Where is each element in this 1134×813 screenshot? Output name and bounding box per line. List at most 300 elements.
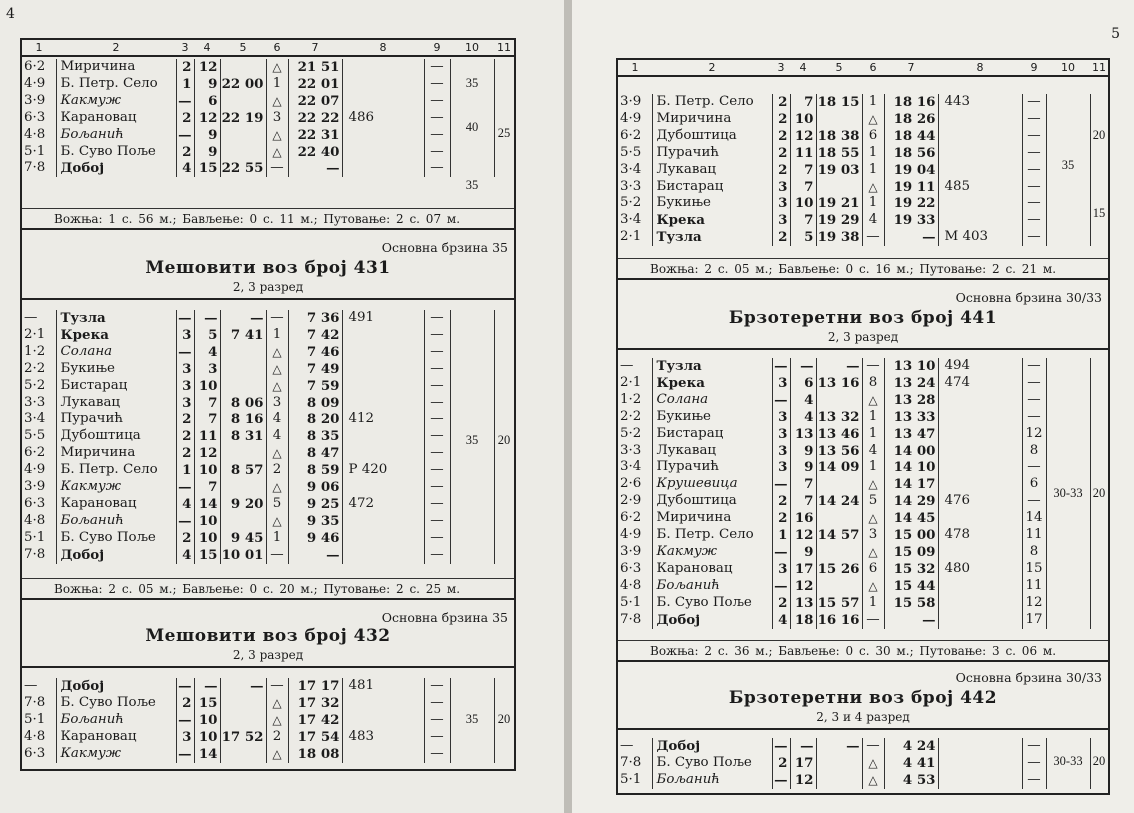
arrival-time: 13 56 xyxy=(816,443,862,460)
column-header-row xyxy=(618,60,1108,77)
col4-cell: 12 xyxy=(194,110,220,127)
departure-time: 13 47 xyxy=(884,426,938,443)
remark-cell xyxy=(938,145,1022,162)
distance-cell: 5·2 xyxy=(22,378,56,395)
distance-cell: 2·1 xyxy=(618,229,652,246)
col3-cell: — xyxy=(176,93,194,110)
stop-minutes: △ xyxy=(862,179,884,196)
col11-cell xyxy=(1090,145,1108,162)
table-row xyxy=(618,755,1108,772)
col10-cell xyxy=(1046,459,1090,476)
col3-cell: 2 xyxy=(772,510,790,527)
col3-cell: — xyxy=(772,358,790,375)
remark-cell xyxy=(342,530,424,547)
col11-cell xyxy=(494,462,514,479)
load-value: 15 xyxy=(1092,206,1106,220)
departure-time: 19 04 xyxy=(884,162,938,179)
col-header-6: 6 xyxy=(869,61,877,74)
train-title: Брзотеретни воз број 441 xyxy=(728,308,998,328)
departure-time: 13 33 xyxy=(884,409,938,426)
col9-cell: — xyxy=(1022,94,1046,111)
remark-cell xyxy=(938,476,1022,493)
col9-cell: — xyxy=(424,76,450,93)
departure-time: 22 31 xyxy=(288,127,342,144)
col4-cell: 12 xyxy=(790,772,816,789)
col3-cell: 2 xyxy=(176,110,194,127)
timetable-section xyxy=(618,358,1108,629)
arrival-time: 14 09 xyxy=(816,459,862,476)
arrival-time: 13 16 xyxy=(816,375,862,392)
col4-cell: 12 xyxy=(194,59,220,76)
table-row xyxy=(22,530,514,547)
arrival-time: — xyxy=(220,310,266,327)
col11-cell xyxy=(494,110,514,127)
stop-minutes: 1 xyxy=(862,409,884,426)
col10-cell xyxy=(450,513,494,530)
remark-cell xyxy=(342,59,424,76)
table-row xyxy=(618,195,1108,212)
col11-cell xyxy=(494,76,514,93)
station-name: Бистарац xyxy=(652,179,772,196)
col4-cell: 9 xyxy=(790,459,816,476)
arrival-time: 17 52 xyxy=(220,729,266,746)
remark-cell: 478 xyxy=(938,527,1022,544)
arrival-time: 19 03 xyxy=(816,162,862,179)
load-value: 20 xyxy=(497,712,511,726)
remark-cell: 474 xyxy=(938,375,1022,392)
col4-cell: 15 xyxy=(194,695,220,712)
col10-cell xyxy=(1046,212,1090,229)
distance-cell: 3·4 xyxy=(618,212,652,229)
col9-cell: 11 xyxy=(1022,578,1046,595)
col4-cell: 7 xyxy=(194,395,220,412)
distance-cell: 5·1 xyxy=(22,144,56,161)
distance-cell: 2·1 xyxy=(618,375,652,392)
remark-cell: 491 xyxy=(342,310,424,327)
col9-cell: — xyxy=(424,695,450,712)
col4-cell: 10 xyxy=(194,729,220,746)
departure-time: 22 22 xyxy=(288,110,342,127)
col10-cell xyxy=(1046,738,1090,755)
col3-cell: 1 xyxy=(176,462,194,479)
remark-cell xyxy=(938,578,1022,595)
col9-cell: — xyxy=(424,127,450,144)
col11-cell xyxy=(494,59,514,76)
col9-cell: — xyxy=(1022,145,1046,162)
col4-cell: — xyxy=(790,358,816,375)
col10-cell xyxy=(1046,128,1090,145)
table-row xyxy=(22,678,514,695)
distance-cell: 6·3 xyxy=(22,496,56,513)
col10-cell xyxy=(450,327,494,344)
col-header-2: 2 xyxy=(112,41,120,54)
stop-minutes: △ xyxy=(266,93,288,110)
station-name: Б. Суво Поље xyxy=(652,595,772,612)
table-row xyxy=(618,527,1108,544)
station-name: Карановац xyxy=(652,561,772,578)
station-name: Карановац xyxy=(56,110,176,127)
col10-cell xyxy=(1046,510,1090,527)
col4-cell: 12 xyxy=(790,128,816,145)
col3-cell: 2 xyxy=(772,493,790,510)
remark-cell xyxy=(342,127,424,144)
distance-cell: 7·8 xyxy=(618,755,652,772)
stop-minutes: △ xyxy=(266,513,288,530)
speed-value: 30-33 xyxy=(1053,754,1083,768)
stop-minutes: △ xyxy=(862,476,884,493)
station-name: Пурачић xyxy=(56,411,176,428)
stop-minutes: △ xyxy=(266,479,288,496)
col4-cell: 10 xyxy=(790,195,816,212)
col3-cell: 2 xyxy=(772,229,790,246)
departure-time: — xyxy=(884,612,938,629)
departure-time: 15 44 xyxy=(884,578,938,595)
col3-cell: 3 xyxy=(176,361,194,378)
departure-time: 7 46 xyxy=(288,344,342,361)
departure-time: 15 58 xyxy=(884,595,938,612)
stop-minutes: 2 xyxy=(266,462,288,479)
base-speed: Основна брзина 30/33 xyxy=(955,670,1102,685)
col4-cell: 9 xyxy=(790,443,816,460)
remark-cell: 480 xyxy=(938,561,1022,578)
stop-minutes: — xyxy=(266,310,288,327)
stop-minutes: △ xyxy=(266,344,288,361)
col11-cell xyxy=(1090,94,1108,111)
station-name: Б. Петр. Село xyxy=(56,462,176,479)
table-row xyxy=(22,344,514,361)
timetable-section xyxy=(618,738,1108,789)
station-name: Букиње xyxy=(652,409,772,426)
col4-cell: 4 xyxy=(194,344,220,361)
distance-cell: 5·1 xyxy=(22,530,56,547)
arrival-time xyxy=(816,772,862,789)
station-name: Бољанић xyxy=(652,772,772,789)
departure-time: — xyxy=(288,160,342,177)
col-header-3: 3 xyxy=(181,41,189,54)
distance-cell: — xyxy=(22,310,56,327)
col9-cell: — xyxy=(1022,493,1046,510)
arrival-time xyxy=(220,93,266,110)
distance-cell: 4·8 xyxy=(22,729,56,746)
col10-cell xyxy=(450,695,494,712)
col10-cell xyxy=(1046,409,1090,426)
remark-cell: 486 xyxy=(342,110,424,127)
col9-cell: — xyxy=(1022,409,1046,426)
col3-cell: 4 xyxy=(772,612,790,629)
col11-cell xyxy=(494,513,514,530)
departure-time: 17 32 xyxy=(288,695,342,712)
distance-cell: 6·3 xyxy=(22,746,56,763)
col-header-5: 5 xyxy=(239,41,247,54)
table-row xyxy=(22,378,514,395)
col4-cell: 15 xyxy=(194,547,220,564)
col3-cell: — xyxy=(772,738,790,755)
col-header-8: 8 xyxy=(379,41,387,54)
speed-value: 35 xyxy=(465,76,479,90)
train-title: Мешовити воз број 432 xyxy=(145,626,391,646)
col10-cell xyxy=(1046,443,1090,460)
remark-cell: 494 xyxy=(938,358,1022,375)
col9-cell: 14 xyxy=(1022,510,1046,527)
table-row xyxy=(22,729,514,746)
departure-time: 7 49 xyxy=(288,361,342,378)
col3-cell: 3 xyxy=(176,395,194,412)
journey-totals: Вожња: 1 с. 56 м.; Бављење: 0 с. 11 м.; Путовање: 2 с. 07 м. xyxy=(22,208,514,230)
col4-cell: 13 xyxy=(790,595,816,612)
col3-cell: — xyxy=(176,310,194,327)
col3-cell: 2 xyxy=(772,111,790,128)
departure-time: 17 54 xyxy=(288,729,342,746)
stop-minutes: 1 xyxy=(862,94,884,111)
col4-cell: 12 xyxy=(790,578,816,595)
col3-cell: — xyxy=(176,678,194,695)
table-row xyxy=(618,162,1108,179)
distance-cell: 5·1 xyxy=(618,772,652,789)
distance-cell: 3·4 xyxy=(618,459,652,476)
station-name: Лукавац xyxy=(652,443,772,460)
table-row xyxy=(22,160,514,177)
station-name: Миричина xyxy=(652,111,772,128)
remark-cell xyxy=(342,160,424,177)
col10-cell xyxy=(1046,94,1090,111)
col11-cell xyxy=(494,678,514,695)
timetable-frame-left xyxy=(20,38,516,771)
timetable-section xyxy=(22,59,514,177)
departure-time: 22 01 xyxy=(288,76,342,93)
col9-cell: — xyxy=(1022,195,1046,212)
remark-cell: 412 xyxy=(342,411,424,428)
remark-cell: 472 xyxy=(342,496,424,513)
station-name: Пурачић xyxy=(652,459,772,476)
col10-cell xyxy=(450,344,494,361)
col4-cell: 7 xyxy=(790,94,816,111)
col4-cell: 10 xyxy=(194,712,220,729)
col10-cell xyxy=(450,678,494,695)
station-name: Миричина xyxy=(56,445,176,462)
departure-time: 14 10 xyxy=(884,459,938,476)
station-name: Тузла xyxy=(56,310,176,327)
station-name: Лукавац xyxy=(652,162,772,179)
remark-cell xyxy=(938,426,1022,443)
col10-cell xyxy=(1046,229,1090,246)
departure-time: 7 42 xyxy=(288,327,342,344)
arrival-time: 22 19 xyxy=(220,110,266,127)
col10-cell xyxy=(1046,179,1090,196)
col-header-4: 4 xyxy=(799,61,807,74)
col9-cell: — xyxy=(424,310,450,327)
departure-time: 22 07 xyxy=(288,93,342,110)
arrival-time: 18 55 xyxy=(816,145,862,162)
col11-cell xyxy=(1090,409,1108,426)
distance-cell: 2·1 xyxy=(22,327,56,344)
stop-minutes: △ xyxy=(266,712,288,729)
distance-cell: 4·9 xyxy=(22,76,56,93)
col9-cell: — xyxy=(424,378,450,395)
timetable-section xyxy=(22,310,514,564)
remark-cell xyxy=(342,712,424,729)
table-row xyxy=(22,496,514,513)
departure-time: 8 35 xyxy=(288,428,342,445)
col9-cell: 11 xyxy=(1022,527,1046,544)
col11-cell xyxy=(494,327,514,344)
remark-cell xyxy=(938,459,1022,476)
table-row xyxy=(618,612,1108,629)
train-title: Брзотеретни воз број 442 xyxy=(728,688,998,708)
arrival-time: 8 31 xyxy=(220,428,266,445)
col11-cell xyxy=(494,378,514,395)
station-name: Добој xyxy=(56,678,176,695)
distance-cell: 7·8 xyxy=(22,547,56,564)
distance-cell: 5·5 xyxy=(22,428,56,445)
col3-cell: — xyxy=(176,127,194,144)
timetable-section xyxy=(618,94,1108,246)
arrival-time xyxy=(220,344,266,361)
arrival-time: 9 20 xyxy=(220,496,266,513)
table-row xyxy=(618,772,1108,789)
col4-cell: 12 xyxy=(194,445,220,462)
col9-cell: — xyxy=(424,712,450,729)
stop-minutes: 1 xyxy=(862,459,884,476)
station-name: Карановац xyxy=(56,729,176,746)
station-name: Дубоштица xyxy=(652,493,772,510)
col10-cell xyxy=(450,144,494,161)
distance-cell: 2·9 xyxy=(618,493,652,510)
col9-cell: — xyxy=(424,110,450,127)
arrival-time xyxy=(220,513,266,530)
departure-time: 18 44 xyxy=(884,128,938,145)
col10-cell xyxy=(450,160,494,177)
col9-cell: — xyxy=(424,678,450,695)
stop-minutes: △ xyxy=(266,695,288,712)
departure-time: 18 16 xyxy=(884,94,938,111)
remark-cell: 485 xyxy=(938,179,1022,196)
stop-minutes: 3 xyxy=(266,395,288,412)
remark-cell xyxy=(342,144,424,161)
stop-minutes: 3 xyxy=(266,110,288,127)
stop-minutes: △ xyxy=(862,111,884,128)
departure-time: 8 59 xyxy=(288,462,342,479)
col4-cell: 7 xyxy=(790,212,816,229)
col9-cell: — xyxy=(1022,392,1046,409)
table-row xyxy=(618,94,1108,111)
col10-cell xyxy=(450,479,494,496)
col9-cell: — xyxy=(424,411,450,428)
col3-cell: 2 xyxy=(772,162,790,179)
remark-cell xyxy=(342,428,424,445)
arrival-time xyxy=(220,144,266,161)
load-value: 20 xyxy=(497,433,511,447)
stop-minutes: 4 xyxy=(266,428,288,445)
distance-cell: 3·3 xyxy=(22,395,56,412)
stop-minutes: △ xyxy=(862,392,884,409)
distance-cell: 4·8 xyxy=(618,578,652,595)
col-header-1: 1 xyxy=(35,41,43,54)
remark-cell xyxy=(342,445,424,462)
col11-cell xyxy=(494,395,514,412)
col4-cell: 6 xyxy=(790,375,816,392)
arrival-time xyxy=(220,378,266,395)
col3-cell: 3 xyxy=(772,409,790,426)
load-value: 20 xyxy=(1092,128,1106,142)
col-header-11: 11 xyxy=(497,41,511,54)
col10-cell xyxy=(450,395,494,412)
col3-cell: 3 xyxy=(772,561,790,578)
col11-cell xyxy=(1090,578,1108,595)
col10-cell xyxy=(1046,392,1090,409)
col9-cell: 17 xyxy=(1022,612,1046,629)
stop-minutes: 1 xyxy=(266,327,288,344)
col11-cell xyxy=(494,530,514,547)
remark-cell xyxy=(938,738,1022,755)
departure-time: 8 47 xyxy=(288,445,342,462)
col3-cell: — xyxy=(772,578,790,595)
col4-cell: 10 xyxy=(194,513,220,530)
remark-cell: 481 xyxy=(342,678,424,695)
col9-cell: 8 xyxy=(1022,443,1046,460)
departure-time: 14 45 xyxy=(884,510,938,527)
col4-cell: 11 xyxy=(194,428,220,445)
col11-cell xyxy=(494,746,514,763)
departure-time: 15 00 xyxy=(884,527,938,544)
col3-cell: 1 xyxy=(176,76,194,93)
speed-value: 35 xyxy=(465,433,479,447)
distance-cell: 4·8 xyxy=(22,127,56,144)
timetable-section xyxy=(22,678,514,763)
col11-cell xyxy=(494,729,514,746)
speed-value: 35 xyxy=(1061,158,1075,172)
col3-cell: 2 xyxy=(176,59,194,76)
distance-cell: 5·5 xyxy=(618,145,652,162)
distance-cell: 6·2 xyxy=(618,128,652,145)
station-name: Миричина xyxy=(56,59,176,76)
distance-cell: 6·2 xyxy=(22,445,56,462)
remark-cell xyxy=(938,544,1022,561)
col3-cell: 3 xyxy=(772,375,790,392)
station-name: Бољанић xyxy=(56,513,176,530)
col3-cell: — xyxy=(772,544,790,561)
departure-time: 9 06 xyxy=(288,479,342,496)
remark-cell xyxy=(342,76,424,93)
arrival-time: — xyxy=(816,738,862,755)
departure-time: 9 25 xyxy=(288,496,342,513)
remark-cell xyxy=(938,162,1022,179)
table-row xyxy=(22,361,514,378)
train-title: Мешовити воз број 431 xyxy=(145,258,391,278)
station-name: Солана xyxy=(652,392,772,409)
stop-minutes: 1 xyxy=(862,145,884,162)
table-row xyxy=(22,144,514,161)
train-classes: 2, 3 разред xyxy=(232,648,304,662)
col4-cell: 10 xyxy=(194,378,220,395)
distance-cell: 1·2 xyxy=(618,392,652,409)
remark-cell: 443 xyxy=(938,94,1022,111)
col10-cell xyxy=(1046,358,1090,375)
arrival-time: 8 57 xyxy=(220,462,266,479)
table-row xyxy=(618,375,1108,392)
arrival-time xyxy=(220,479,266,496)
remark-cell xyxy=(938,772,1022,789)
remark-cell xyxy=(938,392,1022,409)
distance-cell: 6·3 xyxy=(22,110,56,127)
remark-cell xyxy=(938,510,1022,527)
col9-cell: — xyxy=(424,547,450,564)
page-number: 5 xyxy=(1111,26,1120,42)
col11-cell xyxy=(494,344,514,361)
stop-minutes: 3 xyxy=(862,527,884,544)
stop-minutes: 6 xyxy=(862,561,884,578)
col11-cell xyxy=(1090,443,1108,460)
col-header-7: 7 xyxy=(311,41,319,54)
